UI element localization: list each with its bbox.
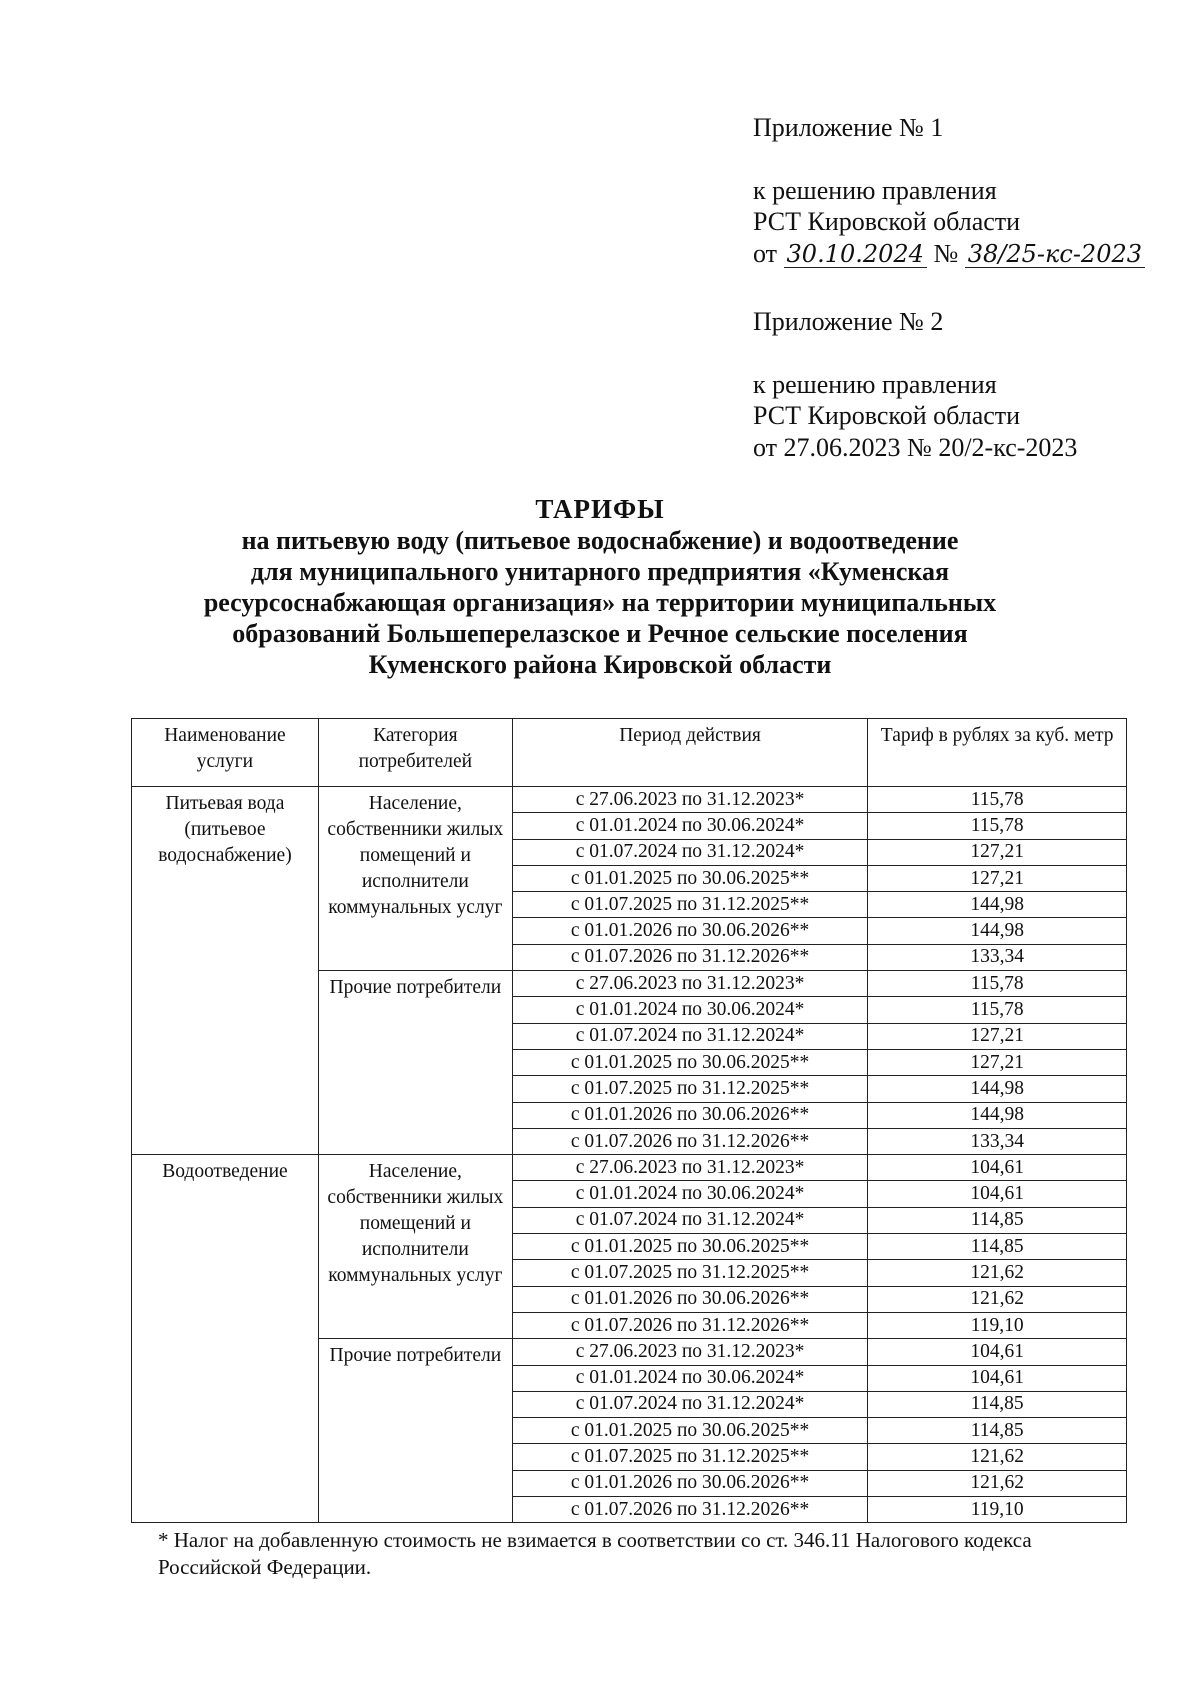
tariff-cell: 114,85	[868, 1234, 1127, 1260]
appendix-1-title: Приложение № 1	[753, 113, 944, 142]
header-tariff: Тариф в рублях за куб. метр	[868, 719, 1127, 787]
category-cell: Население, собственники жилых помещений и исполнители коммунальных услуг	[318, 1155, 512, 1339]
tariff-cell: 114,85	[868, 1391, 1127, 1417]
tariff-cell: 144,98	[868, 1076, 1127, 1102]
period-cell: с 01.07.2026 по 31.12.2026**	[512, 1312, 868, 1338]
period-cell: с 01.07.2024 по 31.12.2024*	[512, 1207, 868, 1233]
period-cell: с 01.01.2026 по 30.06.2026**	[512, 1286, 868, 1312]
title-line: образований Большеперелазское и Речное сельские поселения	[232, 619, 968, 648]
title-line: на питьевую воду (питьевое водоснабжение) и водоотведение	[241, 526, 959, 555]
header-category: Категория потребителей	[318, 719, 512, 787]
handwritten-number: 38/25-кс-2023	[965, 241, 1145, 268]
footnote: * Налог на добавленную стоимость не взимается в соответствии со ст. 346.11 Налогового кодекса Российской Федерации.	[158, 1528, 1032, 1579]
appendix-2-line2: РСТ Кировской области	[753, 401, 1021, 430]
table-row	[132, 787, 1127, 813]
tariff-cell: 121,62	[868, 1444, 1127, 1470]
period-cell: с 01.01.2024 по 30.06.2024*	[512, 997, 868, 1023]
period-cell: с 27.06.2023 по 31.12.2023*	[512, 1155, 868, 1181]
tariff-cell: 127,21	[868, 839, 1127, 865]
period-cell: с 01.01.2025 по 30.06.2025**	[512, 865, 868, 891]
tariff-cell: 114,85	[868, 1418, 1127, 1444]
period-cell: с 01.07.2024 по 31.12.2024*	[512, 1023, 868, 1049]
title-line: Куменского района Кировской области	[368, 650, 832, 679]
period-cell: с 01.07.2025 по 31.12.2025**	[512, 1260, 868, 1286]
tariff-cell: 144,98	[868, 1102, 1127, 1128]
category-cell: Прочие потребители	[318, 971, 512, 1155]
appendix-1-number-prefix: №	[933, 238, 959, 268]
title-line: для муниципального унитарного предприятия «Куменская	[250, 557, 950, 586]
tariff-cell: 133,34	[868, 1128, 1127, 1154]
tariff-cell: 119,10	[868, 1497, 1127, 1523]
period-cell: с 01.01.2026 по 30.06.2026**	[512, 1102, 868, 1128]
header-service: Наименование услуги	[132, 719, 319, 787]
header-period: Период действия	[512, 719, 868, 787]
period-cell: с 01.01.2024 по 30.06.2024*	[512, 813, 868, 839]
period-cell: с 01.07.2025 по 31.12.2025**	[512, 892, 868, 918]
tariff-table-body	[132, 787, 1127, 1523]
tariff-cell: 127,21	[868, 1023, 1127, 1049]
tariff-cell: 115,78	[868, 813, 1127, 839]
appendix-2-line3: от 27.06.2023 № 20/2-кс-2023	[753, 432, 1078, 462]
tariff-cell: 115,78	[868, 997, 1127, 1023]
appendix-2-title: Приложение № 2	[753, 307, 944, 336]
period-cell: с 01.07.2026 по 31.12.2026**	[512, 944, 868, 970]
handwritten-date: 30.10.2024	[784, 241, 927, 268]
tariff-cell: 104,61	[868, 1181, 1127, 1207]
period-cell: с 01.01.2025 по 30.06.2025**	[512, 1049, 868, 1075]
period-cell: с 01.07.2025 по 31.12.2025**	[512, 1444, 868, 1470]
period-cell: с 27.06.2023 по 31.12.2023*	[512, 787, 868, 813]
tariff-cell: 133,34	[868, 944, 1127, 970]
tariff-cell: 121,62	[868, 1286, 1127, 1312]
appendix-2-line1: к решению правления	[753, 369, 997, 399]
period-cell: с 01.01.2025 по 30.06.2025**	[512, 1234, 868, 1260]
tariff-cell: 119,10	[868, 1312, 1127, 1338]
appendix-1-date-line	[753, 238, 1173, 270]
appendix-1-line2: РСТ Кировской области	[753, 207, 1021, 236]
tariff-cell: 104,61	[868, 1339, 1127, 1365]
period-cell: с 01.01.2025 по 30.06.2025**	[512, 1418, 868, 1444]
tariff-cell: 127,21	[868, 1049, 1127, 1075]
tariff-cell: 144,98	[868, 892, 1127, 918]
period-cell: с 01.07.2025 по 31.12.2025**	[512, 1076, 868, 1102]
tariff-cell: 115,78	[868, 971, 1127, 997]
period-cell: с 27.06.2023 по 31.12.2023*	[512, 971, 868, 997]
appendix-1-block	[753, 112, 1173, 269]
service-name-cell: Питьевая вода (питьевое водоснабжение)	[132, 787, 319, 1155]
tariff-cell: 115,78	[868, 787, 1127, 813]
table-header-row	[132, 719, 1127, 787]
period-cell: с 01.01.2026 по 30.06.2026**	[512, 1470, 868, 1496]
tariff-cell: 104,61	[868, 1155, 1127, 1181]
category-cell: Прочие потребители	[318, 1339, 512, 1523]
tariff-cell: 121,62	[868, 1260, 1127, 1286]
period-cell: с 01.07.2026 по 31.12.2026**	[512, 1497, 868, 1523]
title-line: ресурсоснабжающая организация» на территории муниципальных	[203, 588, 997, 617]
period-cell: с 01.01.2024 по 30.06.2024*	[512, 1365, 868, 1391]
table-row	[132, 1155, 1127, 1181]
title-main: ТАРИФЫ	[535, 494, 665, 524]
tariff-cell: 104,61	[868, 1365, 1127, 1391]
appendix-1-line1: к решению правления	[753, 175, 997, 205]
appendix-1-date-prefix: от	[753, 238, 778, 268]
tariff-cell: 114,85	[868, 1207, 1127, 1233]
period-cell: с 01.07.2024 по 31.12.2024*	[512, 839, 868, 865]
tariff-cell: 127,21	[868, 865, 1127, 891]
period-cell: с 01.07.2024 по 31.12.2024*	[512, 1391, 868, 1417]
tariff-cell: 121,62	[868, 1470, 1127, 1496]
document-title	[150, 494, 1050, 680]
tariff-cell: 144,98	[868, 918, 1127, 944]
period-cell: с 01.07.2026 по 31.12.2026**	[512, 1128, 868, 1154]
period-cell: с 01.01.2024 по 30.06.2024*	[512, 1181, 868, 1207]
period-cell: с 01.01.2026 по 30.06.2026**	[512, 918, 868, 944]
category-cell: Население, собственники жилых помещений и исполнители коммунальных услуг	[318, 787, 512, 971]
appendix-2-block	[753, 306, 1173, 463]
tariff-table	[131, 718, 1127, 1523]
service-name-cell: Водоотведение	[132, 1155, 319, 1523]
period-cell: с 27.06.2023 по 31.12.2023*	[512, 1339, 868, 1365]
